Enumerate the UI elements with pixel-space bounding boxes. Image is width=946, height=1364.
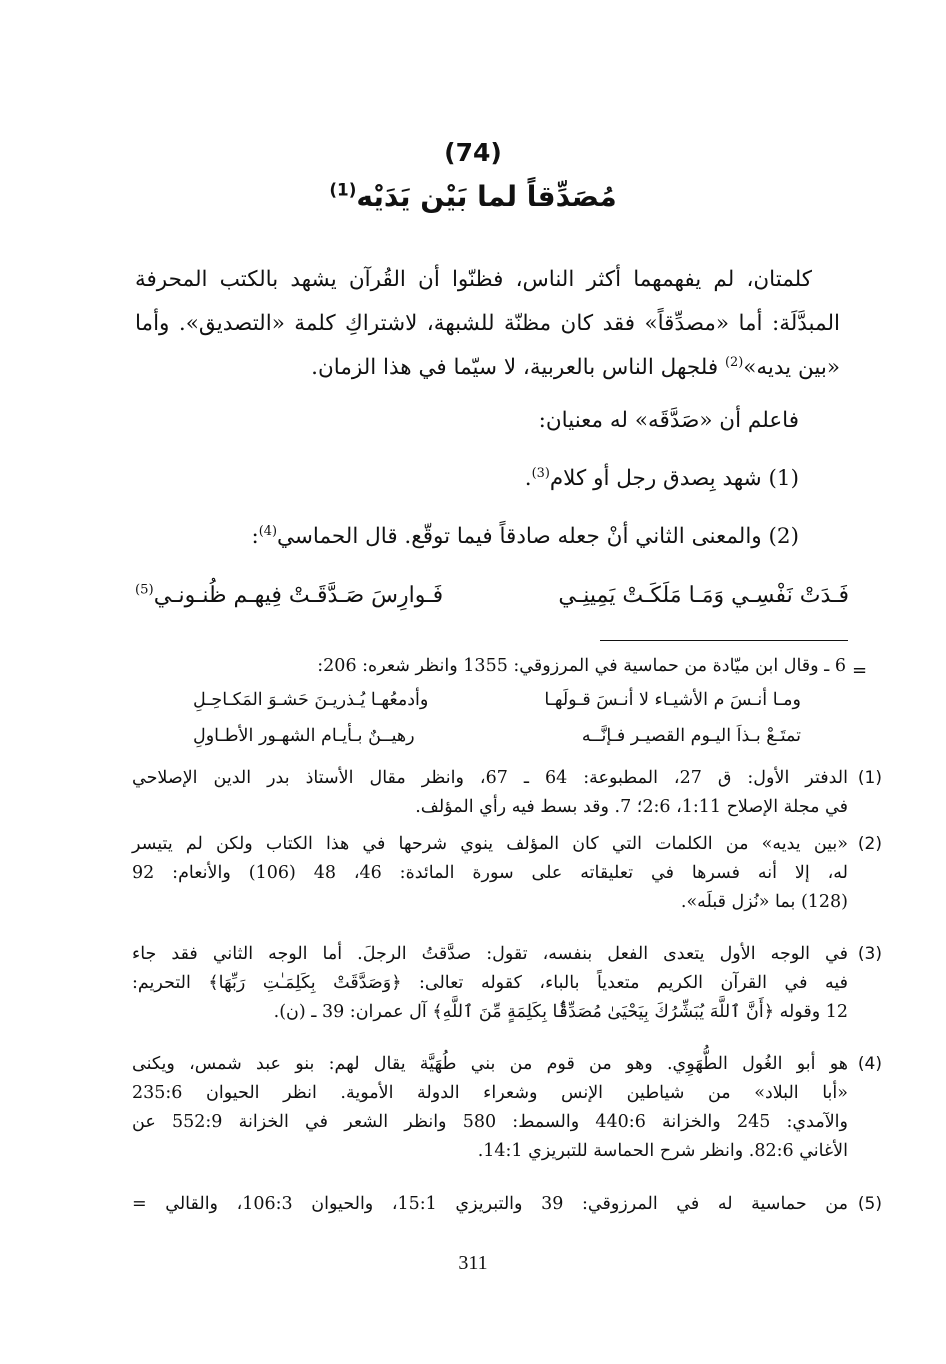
paragraph-text: فلجهل الناس بالعربية، لا سيّما في هذا الزمان.	[311, 355, 725, 380]
footnote-5	[132, 1190, 882, 1219]
footnote-line: (128) بما «نُزل قبلَه».	[680, 892, 848, 912]
footnote-continued: 6 ـ وقال ابن ميّادة من حماسية في المرزوقي: 1355 وانظر شعره: 206:	[317, 656, 846, 676]
meaning-one-text: (1) شهد بِصدق رجل أو كلام	[549, 466, 799, 491]
footnote-line: فيه في القرآن الكريم متعدياً بالباء، كقوله تعالى: ﴿وَصَدَّقَتْ بِكَلِمَـٰتِ رَبِّهَا﴾ التحريم:	[132, 973, 848, 993]
footnote-number: (1)	[857, 768, 882, 788]
meaning-one	[525, 466, 799, 491]
footnote-1	[132, 764, 882, 822]
footnote-divider	[600, 640, 848, 641]
footnote-line: الدفتر الأول: ق 27، المطبوعة: 64 ـ 67، وانظر مقال الأستاذ بدر الدين الإصلاحي	[132, 768, 848, 788]
footnote-number: (5)	[857, 1194, 882, 1214]
page-number: 311	[458, 1252, 488, 1274]
paragraph-line: كلمتان، لم يفهمهما أكثر الناس، فظنّوا أن القُرآن يشهد بالكتب المحرفة	[135, 267, 812, 292]
footnote-number: (3)	[857, 944, 882, 964]
meaning-two	[251, 524, 799, 549]
footnote-line: في الوجه الأول يتعدى الفعل بنفسه، تقول: صدَّقتُ الرجلَ. أما الوجه الثاني فقد جاء	[132, 944, 848, 964]
footnote-line: له، إلا أنه فسرها في تعليقاته على سورة المائدة: 46، 48 (106) والأنعام: 92	[132, 863, 849, 883]
chapter-title-text: مُصَدِّقاً لما بَيْن يَدَيْه	[356, 180, 617, 213]
cont-verse-1-left: وأدمعُهـا يُـذريـنَ حَشـوَ المَكـاحِـلِ	[193, 690, 429, 710]
verse-second-text: فَـوارِسَ صَـدَّقَـتْ فِيهـم ظُنـونـي	[153, 583, 444, 608]
meaning-two-end: :	[251, 524, 259, 549]
cont-verse-2-left: رهيــنٌ بـأيـام الشهـور الأطـاولِ	[193, 726, 415, 746]
paragraph-line	[135, 346, 840, 390]
quoted-phrase: «بين يديه»	[743, 355, 840, 380]
meaning-two-text: (2) والمعنى الثاني أنْ جعله صادقاً فيما توقّع. قال الحماسي	[277, 524, 799, 549]
chapter-title-note: (1)	[329, 179, 357, 200]
footnote-ref: (4)	[258, 523, 277, 539]
footnote-line: من حماسية له في المرزوقي: 39 والتبريزي 15:1، والحيوان 106:3، والقالي =	[132, 1194, 849, 1214]
footnote-line: في مجلة الإصلاح 1:11، 2:6؛ 7. وقد بسط فيه رأي المؤلف.	[415, 797, 848, 817]
chapter-title	[0, 180, 946, 213]
footnote-2	[132, 830, 882, 917]
footnote-line: والآمدي: 245 والخزانة 440:6 والسمط: 580 وانظر الشعر في الخزانة 552:9 عن	[132, 1112, 848, 1132]
footnote-ref: (3)	[531, 465, 550, 481]
paragraph-intro	[135, 258, 840, 390]
continuation-mark: =	[852, 660, 868, 681]
paragraph-meanings: فاعلم أن «صَدَّقَه» له معنيان:	[538, 408, 799, 433]
chapter-number: (74)	[444, 138, 502, 167]
footnote-line: هو أبو الغُول الطُّهَوِي. وهو من قوم من بني طُهَيَّة يقال لهم: بنو عبد شمس، ويكنى	[132, 1054, 848, 1074]
footnote-ref: (2)	[724, 354, 744, 370]
footnote-4	[132, 1050, 882, 1166]
cont-verse-1-right: ومـا أنـسَ م الأشيـاء لا أنـسَ قـولَهـا	[544, 690, 801, 710]
footnote-ref: (5)	[135, 582, 154, 598]
footnote-number: (2)	[857, 834, 882, 854]
cont-verse-2-right: تمتَـعْ بـذاَ اليـوم القصيـر فـإنَّــه	[581, 726, 801, 746]
verse-second-hemistich	[135, 583, 443, 608]
footnote-line: «أبا البلاد» من شياطين الإنس وشعراء الدولة الأموية. انظر الحيوان 235:6	[132, 1083, 848, 1103]
footnote-3	[132, 940, 882, 1027]
meaning-one-end: .	[524, 466, 532, 491]
footnote-number: (4)	[857, 1054, 882, 1074]
footnote-line: «بين يديه» من الكلمات التي كان المؤلف ينوي شرحها في هذا الكتاب ولكن لم يتيسر	[132, 834, 848, 854]
footnote-line: الأغاني 82:6. وانظر شرح الحماسة للتبريزي 14:1.	[477, 1141, 848, 1161]
paragraph-line: المبدَّلَة: أما «مصدِّقاً» فقد كان مظنّة للشبهة، لاشتراكِ كلمة «التصديق». وأما	[135, 311, 840, 336]
footnote-line: 12 وقوله ﴿أَنَّ ٱللَّهَ يُبَشِّرُكَ بِيَحْيَىٰ مُصَدِّقًۢا بِكَلِمَةٍ مِّنَ ٱللَّهِ﴾ آل عمران: 39 ـ (ن).	[273, 1002, 848, 1022]
verse-first-hemistich: فَـدَتْ نَفْسِـي وَمَـا مَلَكَـتْ يَمِينِـي	[558, 583, 849, 608]
